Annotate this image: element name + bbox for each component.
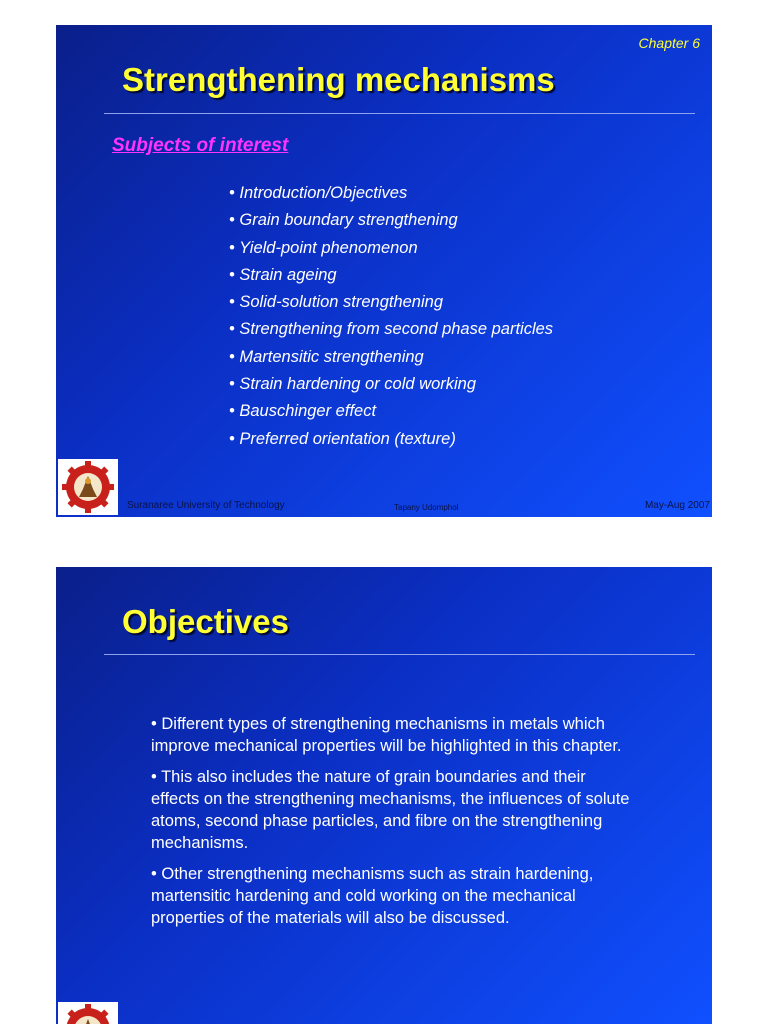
objective-paragraph: • Different types of strengthening mechanisms in metals which improve mechanical properties will be highlighted in this chapter. <box>151 713 631 757</box>
list-item: • Bauschinger effect <box>229 399 553 426</box>
subjects-list <box>229 181 553 454</box>
list-item: • Yield-point phenomenon <box>229 236 553 263</box>
objective-paragraph: • Other strengthening mechanisms such as strain hardening, martensitic hardening and cold working on the mechanical properties of the materials will also be discussed. <box>151 863 631 929</box>
slide-objectives <box>56 567 712 1024</box>
chapter-label: Chapter 6 <box>638 35 700 51</box>
list-item: • Solid-solution strengthening <box>229 290 553 317</box>
slide-title: Objectives <box>122 603 289 640</box>
title-divider <box>104 654 695 655</box>
slide-title: Strengthening mechanisms <box>122 61 555 98</box>
university-gear-seal-icon <box>58 459 118 515</box>
footer-university: Suranaree University of Technology <box>127 500 285 511</box>
list-item: • Strain ageing <box>229 263 553 290</box>
slide-strengthening-mechanisms <box>56 25 712 517</box>
list-item: • Martensitic strengthening <box>229 345 553 372</box>
subjects-heading: Subjects of interest <box>112 135 289 156</box>
list-item: • Introduction/Objectives <box>229 181 553 208</box>
footer-date: May-Aug 2007 <box>644 500 710 511</box>
list-item: • Strengthening from second phase particles <box>229 317 553 344</box>
university-gear-seal-icon <box>58 1002 118 1024</box>
footer-author: Tapany Udomphol <box>394 503 459 512</box>
title-divider <box>104 113 695 114</box>
objective-paragraph: • This also includes the nature of grain boundaries and their effects on the strengthening mechanisms, the influences of solute atoms, second phase particles, and fibre on the strengthening mechanisms. <box>151 766 631 854</box>
objectives-list <box>151 713 631 938</box>
list-item: • Preferred orientation (texture) <box>229 427 553 454</box>
list-item: • Strain hardening or cold working <box>229 372 553 399</box>
list-item: • Grain boundary strengthening <box>229 208 553 235</box>
